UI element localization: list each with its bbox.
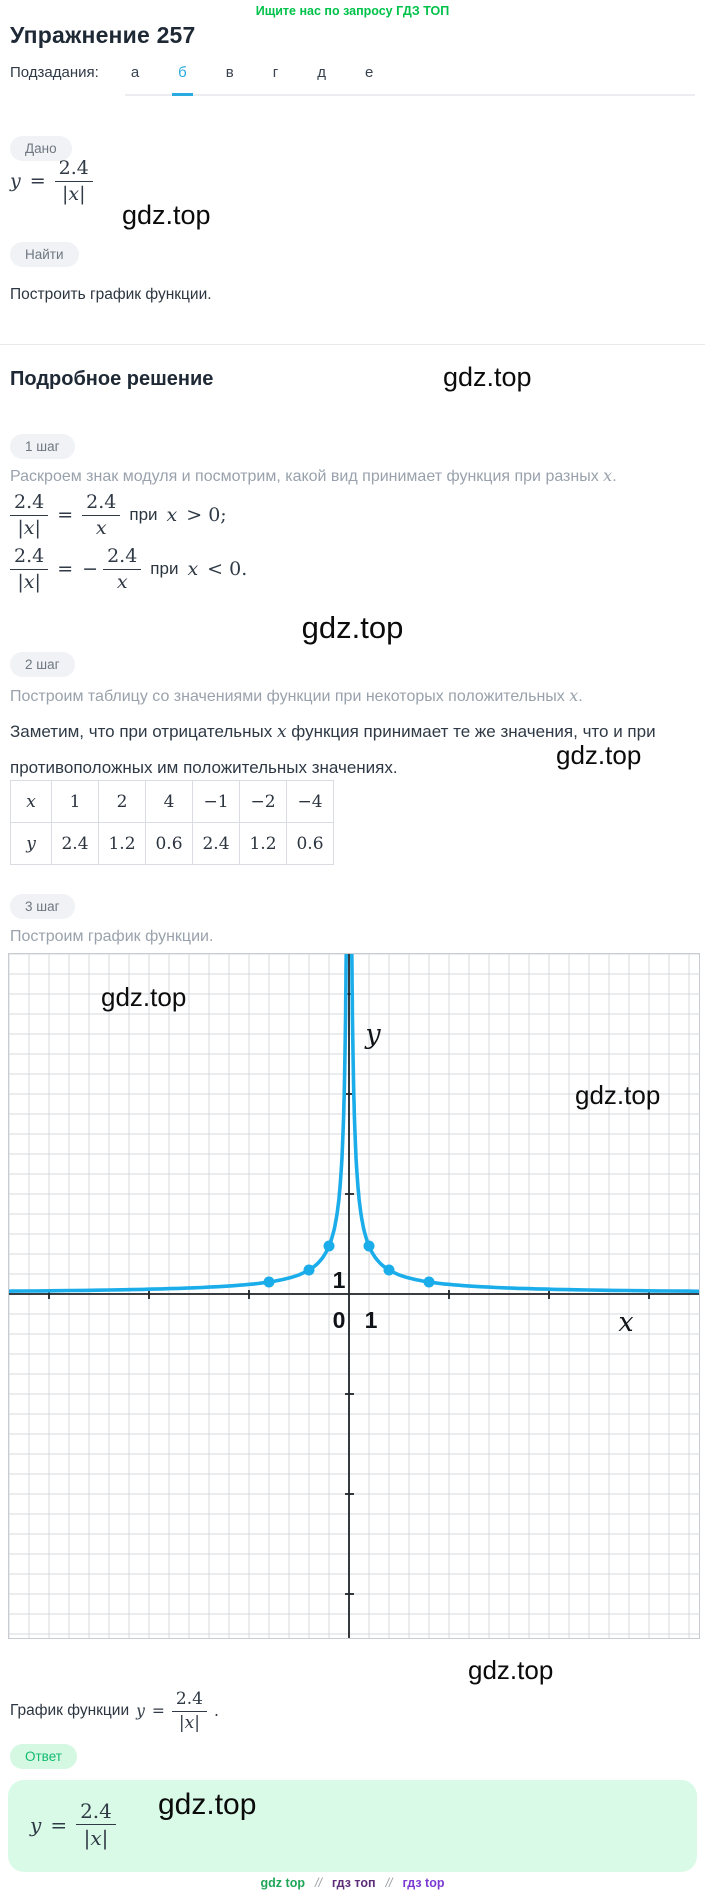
step2-text: Построим таблицу со значениями функции при некоторых положительных x.	[10, 686, 583, 705]
tab-e[interactable]: е	[364, 64, 374, 81]
watermark: gdz.top	[556, 740, 642, 770]
value-cell: 2	[99, 781, 146, 823]
watermark: gdz.top	[158, 1788, 257, 1821]
watermark: gdz.top	[122, 200, 211, 230]
data-point	[364, 1241, 375, 1252]
data-point	[264, 1277, 275, 1288]
value-cell: −2	[240, 781, 287, 823]
data-point	[384, 1265, 395, 1276]
top-site-link[interactable]: Ищите нас по запросу ГДЗ ТОП	[255, 4, 450, 18]
value-cell: 0.6	[146, 823, 193, 865]
table-row	[11, 823, 334, 865]
step3-badge: 3 шаг	[10, 894, 75, 919]
value-cell: −1	[193, 781, 240, 823]
tab-a[interactable]: а	[130, 64, 140, 81]
watermark: gdz.top	[443, 362, 532, 392]
subtasks-label: Подзадания:	[10, 64, 99, 81]
given-formula: y = $\frac{2.4}{|x|}$	[10, 158, 93, 205]
subtasks-bar	[10, 62, 695, 96]
watermark: gdz.top	[468, 1655, 554, 1685]
footer-link-gdz-top-mixed[interactable]: гдз top	[402, 1876, 445, 1890]
fraction: $\frac{2.4}{|x|}$	[55, 158, 93, 205]
footer-separator: //	[385, 1876, 393, 1890]
row-header-cell: x	[11, 781, 52, 823]
given-badge: Дано	[10, 136, 72, 161]
tab-g[interactable]: г	[272, 64, 279, 81]
svg-text:1: 1	[332, 1267, 346, 1293]
table-row	[11, 781, 334, 823]
value-cell: 0.6	[287, 823, 334, 865]
svg-text:1: 1	[364, 1307, 378, 1333]
step3-text: Построим график функции.	[10, 928, 214, 945]
data-point	[304, 1265, 315, 1276]
graph-svg	[9, 954, 699, 1638]
task-text: Построить график функции.	[10, 286, 212, 303]
tab-b-active[interactable]: б	[172, 62, 193, 96]
step1-badge: 1 шаг	[10, 434, 75, 459]
value-cell: 2.4	[193, 823, 240, 865]
find-badge: Найти	[10, 242, 79, 267]
solution-heading: Подробное решение	[10, 368, 214, 390]
data-point	[324, 1241, 335, 1252]
value-cell: 1.2	[99, 823, 146, 865]
values-table	[10, 780, 334, 865]
formula-negative-case: $\frac{2.4}{|x|}$ = − $\frac{2.4}{x}$ при x < 0.	[10, 546, 247, 593]
subtask-tabs	[125, 62, 695, 96]
footer-links	[0, 1876, 705, 1890]
page-title: Упражнение 257	[10, 22, 196, 48]
footer-separator: //	[314, 1876, 322, 1890]
step2-note: Заметим, что при отрицательных x функция принимает те же значения, что и при противоположных им положительных значениях.	[10, 722, 656, 777]
row-header-cell: y	[11, 823, 52, 865]
svg-text:y: y	[365, 1019, 381, 1050]
section-divider	[0, 344, 705, 345]
value-cell: −4	[287, 781, 334, 823]
function-graph	[8, 953, 700, 1639]
data-point	[424, 1277, 435, 1288]
svg-text:x: x	[618, 1307, 634, 1338]
watermark: gdz.top	[301, 610, 404, 645]
formula-positive-case: $\frac{2.4}{|x|}$ = $\frac{2.4}{x}$ при x > 0;	[10, 492, 227, 539]
footer-link-gdz-top[interactable]: gdz top	[260, 1876, 305, 1890]
value-cell: 1.2	[240, 823, 287, 865]
step1-text: Раскроем знак модуля и посмотрим, какой вид принимает функция при разных x.	[10, 466, 617, 485]
svg-text:gdz.top: gdz.top	[101, 982, 187, 1012]
tab-v[interactable]: в	[225, 64, 234, 81]
svg-text:0: 0	[332, 1307, 346, 1333]
value-cell: 2.4	[52, 823, 99, 865]
answer-badge: Ответ	[10, 1744, 77, 1769]
footer-link-gdz-top-cyr[interactable]: гдз топ	[331, 1876, 376, 1890]
graph-caption: График функции y = $\frac{2.4}{|x|}$ .	[10, 1689, 219, 1733]
value-cell: 1	[52, 781, 99, 823]
tab-d[interactable]: д	[317, 64, 326, 81]
step2-badge: 2 шаг	[10, 652, 75, 677]
svg-text:gdz.top: gdz.top	[575, 1080, 661, 1110]
value-cell: 4	[146, 781, 193, 823]
answer-formula: y = $\frac{2.4}{|x|}$	[30, 1800, 116, 1849]
